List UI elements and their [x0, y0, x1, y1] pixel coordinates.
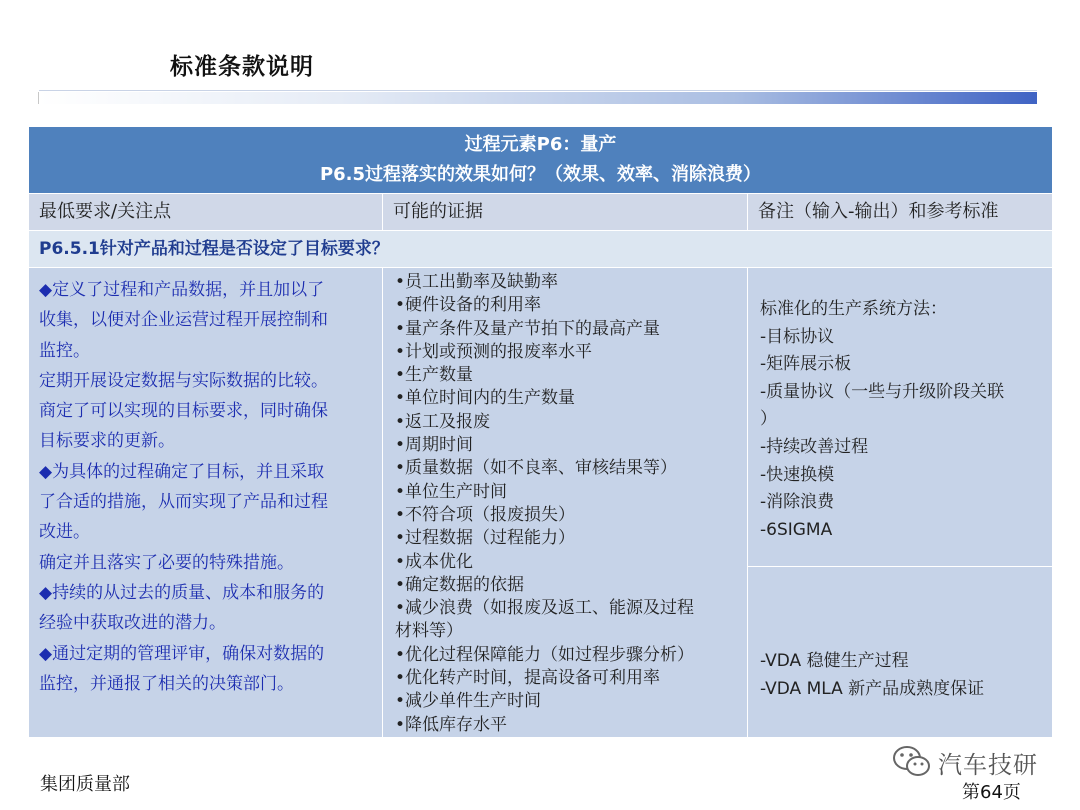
title-underline-bar [38, 92, 1037, 104]
standard-table [28, 126, 1053, 738]
column-header-remarks: 备注（输入-输出）和参考标准 [748, 194, 1053, 231]
requirement-line: 监控。 [39, 340, 90, 361]
subquestion-text: P6.5.1针对产品和过程是否设定了目标要求？ [29, 231, 1053, 268]
evidence-item: •成本优化 [395, 551, 474, 572]
requirement-line: 监控，并通报了相关的决策部门。 [39, 673, 294, 694]
reference-standard: -VDA 稳健生产过程 [760, 651, 909, 671]
evidence-item: •降低库存水平 [395, 714, 508, 735]
requirement-line: 目标要求的更新。 [39, 431, 175, 452]
evidence-item: •减少单件生产时间 [395, 691, 542, 712]
remark-line: -6SIGMA [760, 519, 833, 540]
requirement-line: 了合适的措施，从而实现了产品和过程 [39, 492, 328, 513]
reference-standard: -VDA MLA 新产品成熟度保证 [760, 679, 985, 699]
remarks-bottom-cell [748, 567, 1053, 738]
question-title: P6.5过程落实的效果如何？（效果、效率、消除浪费） [319, 164, 762, 185]
remark-line: -矩阵展示板 [760, 354, 852, 375]
watermark [892, 744, 1038, 780]
evidence-item: •减少浪费（如报废及返工、能源及过程 [395, 598, 695, 619]
requirements-cell [29, 268, 383, 738]
remark-line: -消除浪费 [760, 492, 835, 513]
requirement-line: 改进。 [39, 522, 90, 543]
table-header-row [29, 127, 1053, 194]
column-header-row [29, 194, 1053, 231]
evidence-item: •单位时间内的生产数量 [395, 388, 576, 409]
requirement-line: 商定了可以实现的目标要求，同时确保 [39, 401, 328, 422]
page-number: 第64页 [962, 782, 1021, 803]
evidence-item: •单位生产时间 [395, 481, 508, 502]
evidence-item: •优化转产时间，提高设备可利用率 [395, 668, 661, 689]
evidence-item: •生产数量 [395, 365, 474, 386]
watermark-text: 汽车技研 [938, 750, 1038, 779]
page-title: 标准条款说明 [170, 54, 314, 80]
table-body-row [29, 268, 1053, 567]
evidence-item: •员工出勤率及缺勤率 [395, 272, 559, 292]
process-element-title: 过程元素P6：量产 [464, 134, 617, 155]
requirement-line: ◆定义了过程和产品数据，并且加以了 [39, 280, 325, 300]
table-header-cell [29, 127, 1053, 194]
requirement-line: ◆为具体的过程确定了目标，并且采取 [39, 461, 325, 482]
evidence-item: 材料等） [395, 621, 463, 642]
remark-line: -目标协议 [760, 326, 835, 347]
evidence-item: •优化过程保障能力（如过程步骤分析） [395, 644, 695, 665]
evidence-item: •过程数据（过程能力） [395, 528, 576, 549]
requirement-line: 收集，以便对企业运营过程开展控制和 [39, 310, 328, 331]
requirement-line: 定期开展设定数据与实际数据的比较。 [39, 370, 328, 391]
subquestion-row [29, 231, 1053, 268]
evidence-item: •确定数据的依据 [395, 574, 525, 595]
evidence-item: •计划或预测的报废率水平 [395, 341, 593, 362]
column-header-evidence: 可能的证据 [383, 194, 748, 231]
evidence-cell [383, 268, 748, 738]
remark-line: ） [760, 409, 777, 430]
evidence-item: •周期时间 [395, 435, 474, 456]
remark-line: -持续改善过程 [760, 436, 869, 457]
footer-department [40, 774, 130, 794]
evidence-item: •量产条件及量产节拍下的最高产量 [395, 318, 661, 339]
evidence-item: •返工及报废 [395, 411, 491, 432]
wechat-icon [892, 744, 932, 780]
evidence-item: •质量数据（如不良率、审核结果等） [395, 458, 678, 479]
requirement-line: ◆通过定期的管理评审，确保对数据的 [39, 643, 325, 664]
evidence-item: •不符合项（报废损失） [395, 504, 576, 525]
requirement-line: 确定并且落实了必要的特殊措施。 [39, 552, 294, 573]
requirement-line: 经验中获取改进的潜力。 [39, 613, 226, 634]
remark-line: -快速换模 [760, 464, 835, 485]
remark-line: 标准化的生产系统方法： [760, 299, 947, 319]
remark-line: -质量协议（一些与升级阶段关联 [760, 381, 1005, 402]
evidence-item: •硬件设备的利用率 [395, 295, 542, 316]
department-label: 集团质量部 [40, 774, 130, 794]
requirement-line: ◆持续的从过去的质量、成本和服务的 [39, 582, 325, 603]
column-header-requirements: 最低要求/关注点 [29, 194, 383, 231]
remarks-top-cell [748, 268, 1053, 567]
